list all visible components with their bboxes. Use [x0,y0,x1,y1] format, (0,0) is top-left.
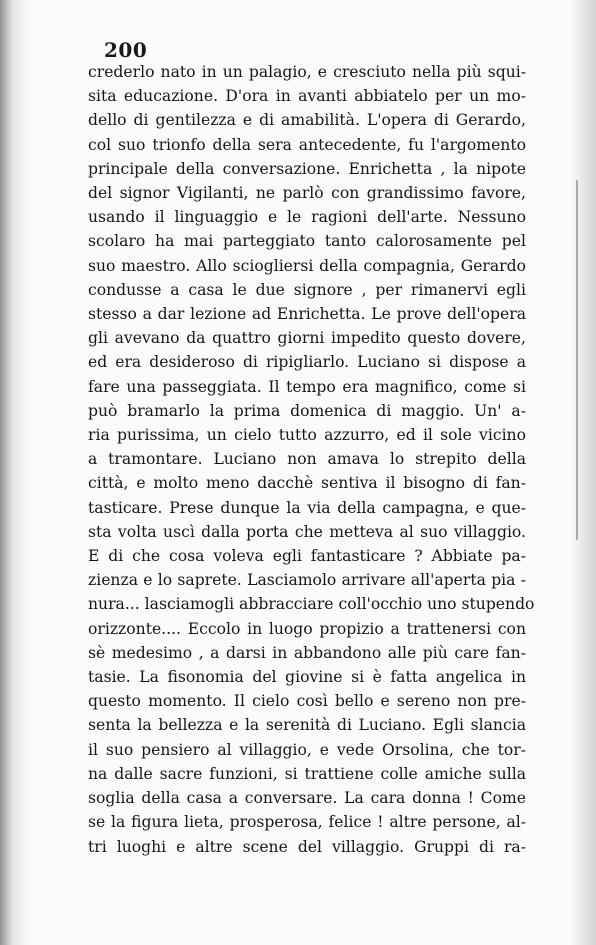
text-line: ed era desideroso di ripigliarlo. Luciano si dispose a [88,353,526,372]
text-line: sita educazione. D'ora in avanti abbiatelo per un mo- [88,87,526,106]
text-line: E di che cosa voleva egli fantasticare ? Abbiate pa- [88,547,526,566]
text-line: del signor Vigilanti, ne parlò con grandissimo favore, [88,184,526,203]
page-number: 200 [104,38,148,62]
text-line: sè medesimo , a darsi in abbandono alle più care fan- [88,643,526,662]
text-line: principale della conversazione. Enrichetta , la nipote [88,159,526,178]
text-line: dello di gentilezza e di amabilità. L'opera di Gerardo, [88,111,526,130]
text-line: a tramontare. Luciano non amava lo strepito della [88,450,526,469]
text-line: fare una passeggiata. Il tempo era magnifico, come si [88,377,526,396]
text-line: crederlo nato in un palagio, e cresciuto nella più squi- [88,63,526,81]
text-line: zienza e lo saprete. Lasciamolo arrivare all'aperta pia - [88,571,526,590]
text-line: condusse a casa le due signore , per rimanervi egli [88,280,526,299]
text-line: suo maestro. Allo sciogliersi della compagnia, Gerardo [88,256,526,275]
text-line: nura... lasciamogli abbracciare coll'occhio uno stupendo [88,595,535,614]
text-line: tasticare. Prese dunque la via della campagna, e que- [88,498,526,517]
text-line: gli avevano da quattro giorni impedito questo dovere, [88,329,526,348]
text-line: sta volta uscì dalla porta che metteva al suo villaggio. [88,522,526,541]
spine-shadow [0,0,28,945]
page-edge-shadow [570,0,596,945]
text-line: se la figura lieta, prosperosa, felice ! altre persone, al- [88,813,526,832]
text-line: il suo pensiero al villaggio, e vede Orsolina, che tor- [88,740,526,759]
text-line: città, e molto meno dacchè sentiva il bisogno di fan- [88,474,526,493]
text-line: na dalle sacre funzioni, si trattiene colle amiche sulla [88,764,526,783]
text-line: questo momento. Il cielo così bello e sereno non pre- [88,692,526,711]
text-line: tri luoghi e altre scene del villaggio. Gruppi di ra- [88,837,526,856]
body-text [88,60,535,859]
text-line: tasie. La fisonomia del giovine si è fatta angelica in [88,668,526,687]
text-line: stesso a dar lezione ad Enrichetta. Le prove dell'opera [88,305,526,324]
text-line: orizzonte.... Eccolo in luogo propizio a trattenersi con [88,619,526,638]
text-line: soglia della casa a conversare. La cara donna ! Come [88,789,526,808]
text-line: ria purissima, un cielo tutto azzurro, ed il sole vicino [88,426,526,445]
text-line: senta la bellezza e la serenità di Luciano. Egli slancia [88,716,526,735]
text-line: usando il linguaggio e le ragioni dell'arte. Nessuno [88,208,526,227]
text-line: scolaro ha mai parteggiato tanto calorosamente pel [88,232,526,251]
text-line: col suo trionfo della sera antecedente, fu l'argomento [88,135,526,154]
page-edge-mark [576,180,578,540]
text-line: può bramarlo la prima domenica di maggio. Un' a- [88,401,526,420]
